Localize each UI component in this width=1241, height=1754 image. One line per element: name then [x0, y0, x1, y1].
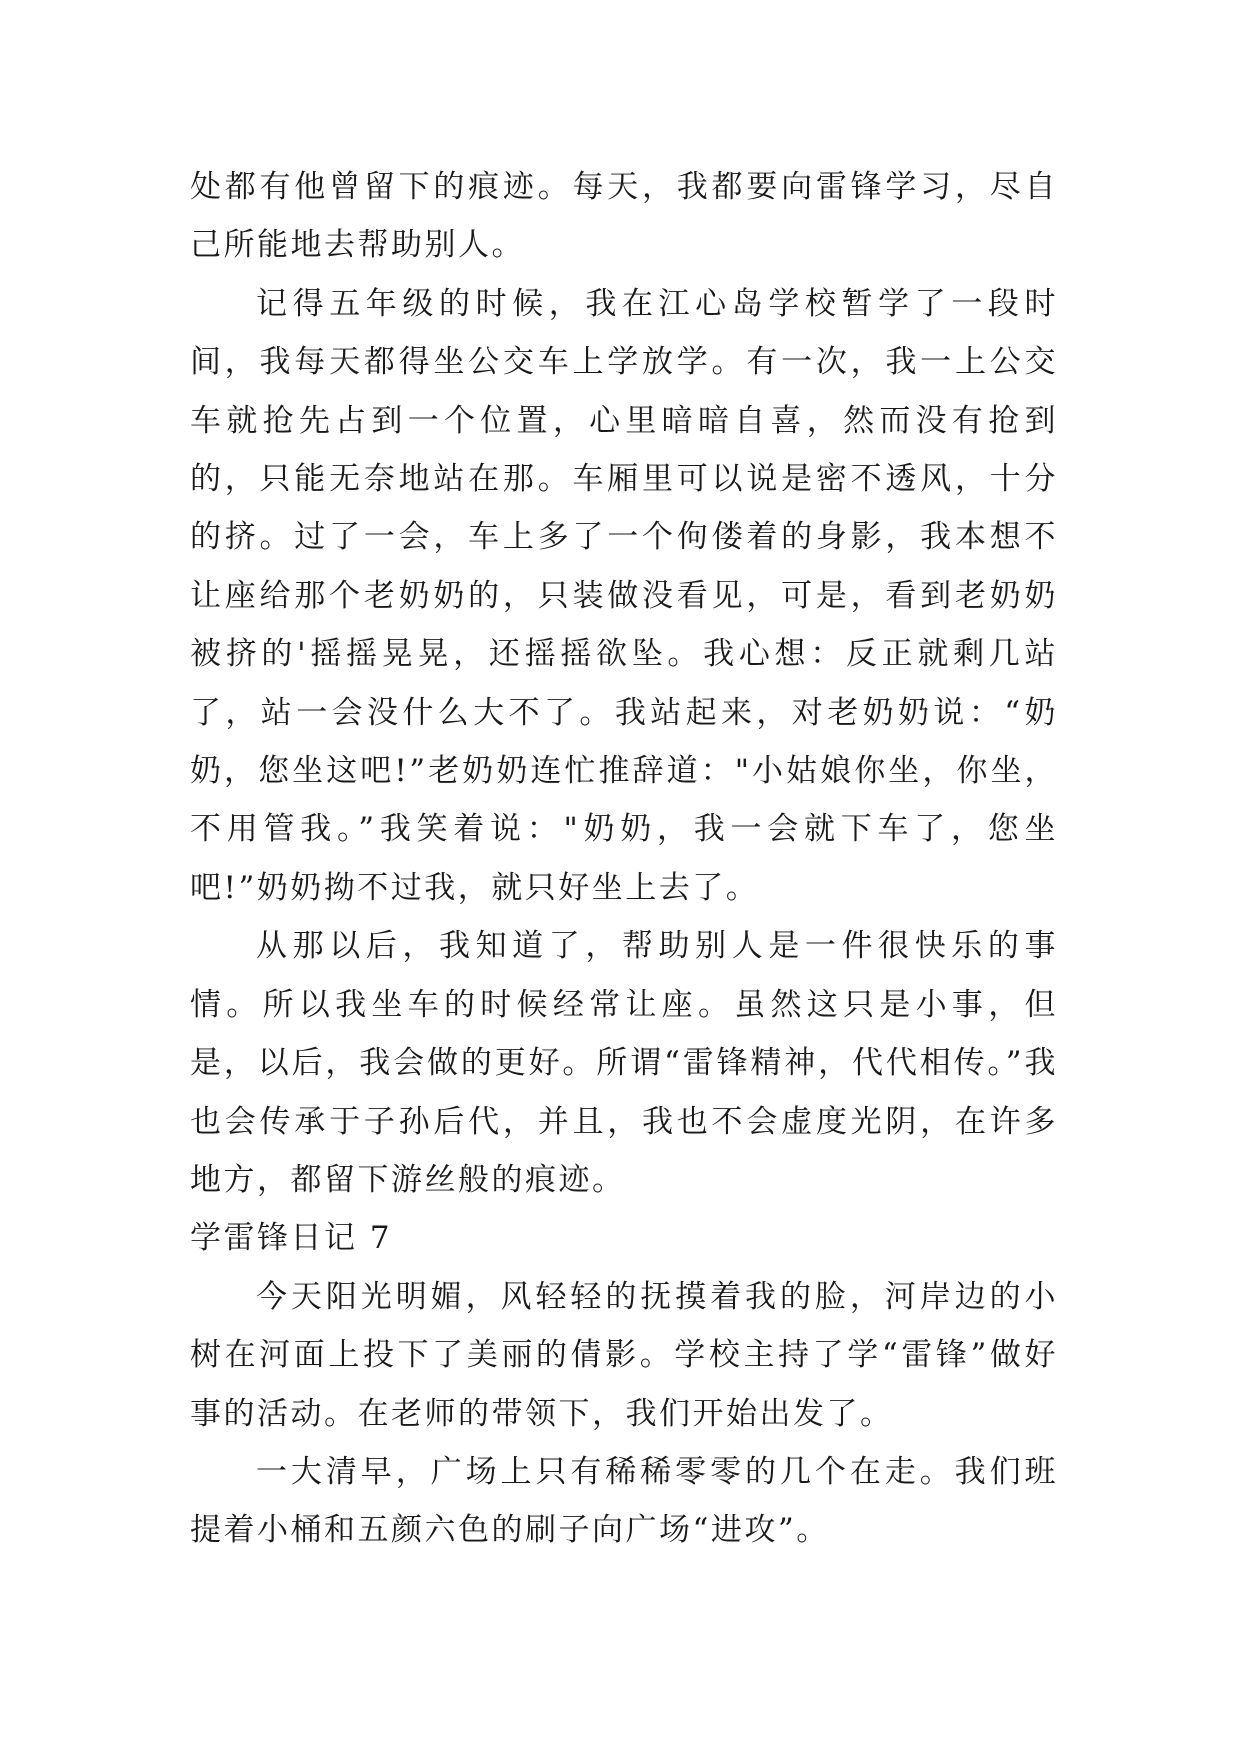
paragraph-bus-story: 记得五年级的时候，我在江心岛学校暂学了一段时间，我每天都得坐公交车上学放学。有一次，我一上公交车就抢先占到一个位置，心里暗暗自喜，然而没有抢到的，只能无奈地站在那。车厢里可以说是密不透风，十分的挤。过了一会，车上多了一个佝偻着的身影，我本想不让座给那个老奶奶的，只装做没看见，可是，看到老奶奶被挤的'摇摇晃晃，还摇摇欲坠。我心想：反正就剩几站了，站一会没什么大不了。我站起来，对老奶奶说：“奶奶，您坐这吧!”老奶奶连忙推辞道："小姑娘你坐，你坐，不用管我。”我笑着说："奶奶，我一会就下车了，您坐吧!”奶奶拗不过我，就只好坐上去了。 [190, 285, 1058, 906]
paragraph-continued: 处都有他曾留下的痕迹。每天，我都要向雷锋学习，尽自己所能地去帮助别人。 [190, 169, 1058, 264]
paragraph-sunny-day: 今天阳光明媚，风轻轻的抚摸着我的脸，河岸边的小树在河面上投下了美丽的倩影。学校主持了学“雷锋”做好事的活动。在老师的带领下，我们开始出发了。 [190, 1278, 1058, 1432]
document-body [190, 158, 1058, 1560]
section-title: 学雷锋日记 7 [190, 1220, 393, 1257]
paragraph-early-morning: 一大清早，广场上只有稀稀零零的几个在走。我们班提着小桶和五颜六色的刷子向广场“进攻”。 [190, 1453, 1058, 1549]
paragraph-conclusion: 从那以后，我知道了，帮助别人是一件很快乐的事情。所以我坐车的时候经常让座。虽然这只是小事，但是，以后，我会做的更好。所谓“雷锋精神，代代相传。”我也会传承于子孙后代，并且，我也不会虚度光阴，在许多地方，都留下游丝般的痕迹。 [190, 928, 1058, 1198]
